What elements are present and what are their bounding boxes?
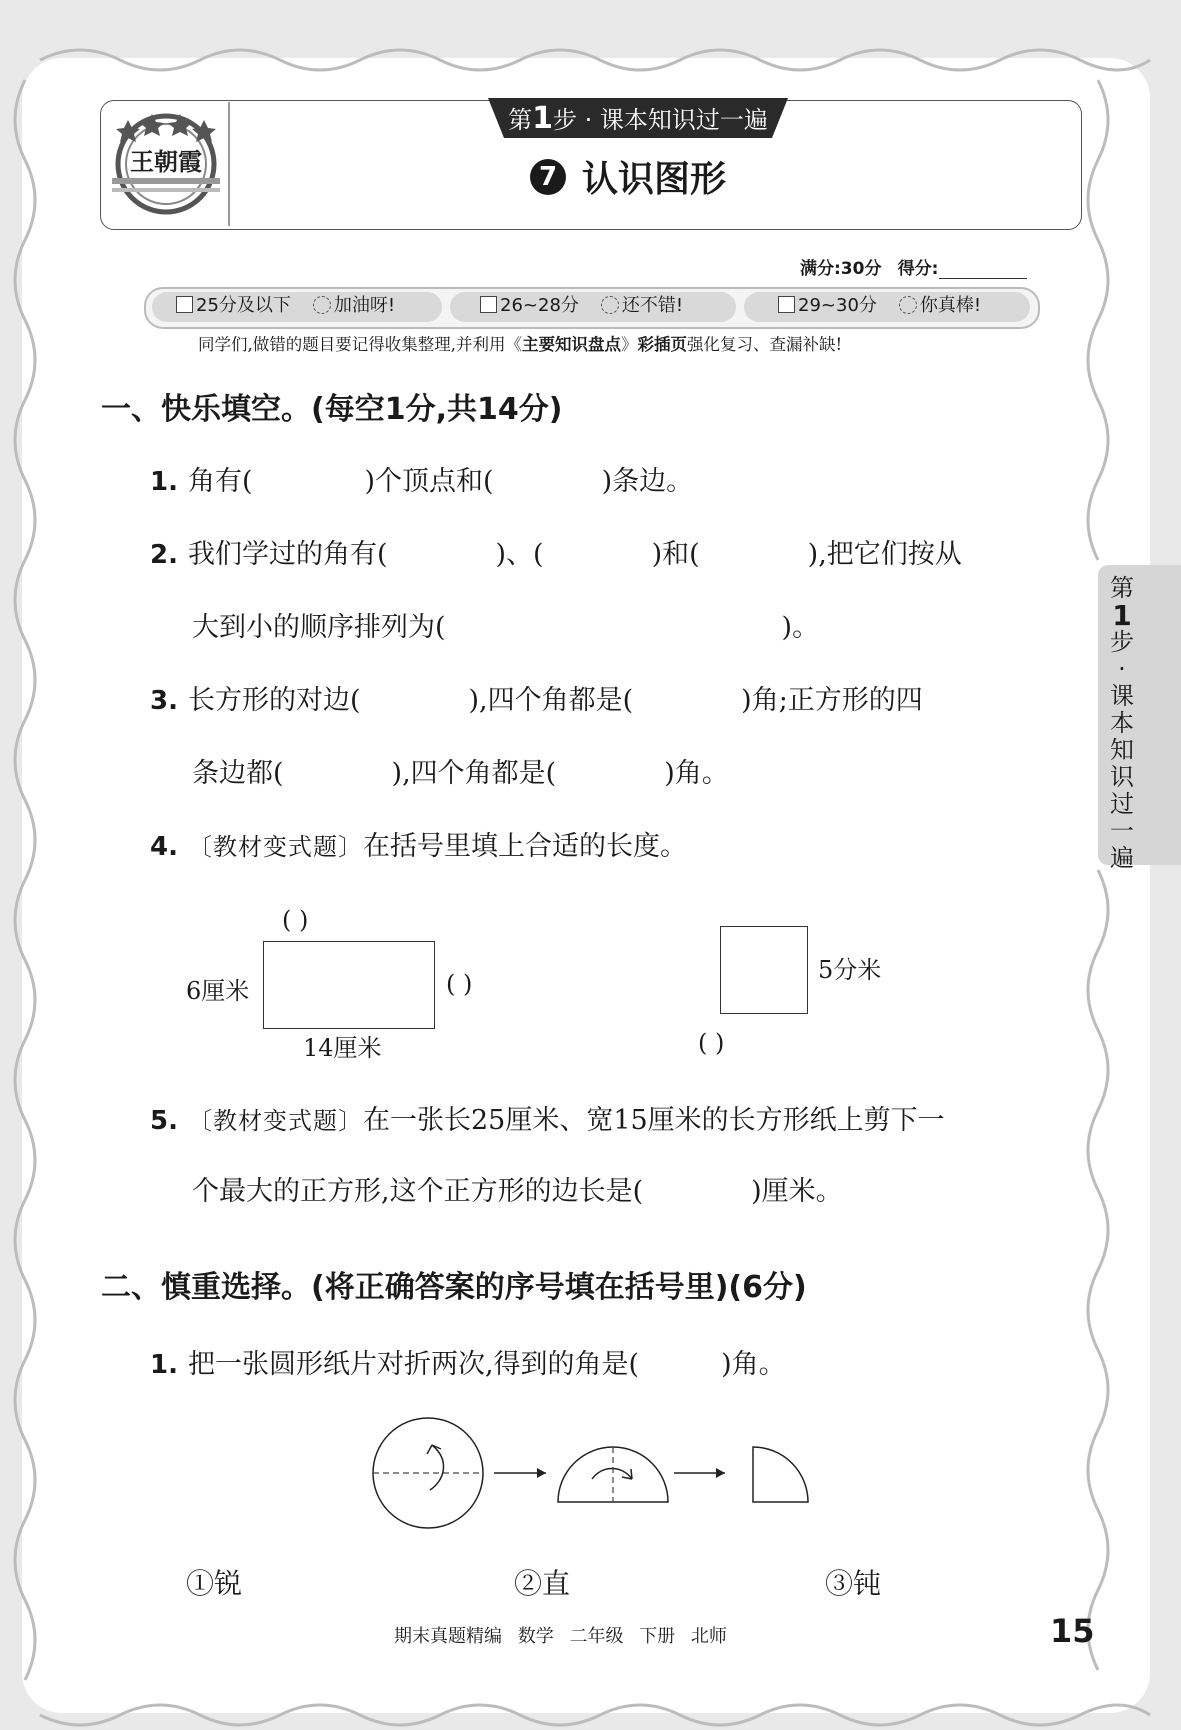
- question-text: )、(: [495, 539, 544, 570]
- question-text: 在一张长25厘米、宽15厘米的长方形纸上剪下一: [362, 1105, 945, 1136]
- side-char: 一: [1110, 817, 1134, 845]
- question-1-3: [150, 681, 923, 721]
- grade-range: 26~28分: [500, 295, 579, 316]
- side-char: 识: [1110, 763, 1134, 791]
- grade-comment: 你真棒!: [919, 295, 982, 316]
- side-char: ·: [1118, 655, 1126, 683]
- score-label: 得分:: [897, 259, 939, 279]
- question-number: 4.: [150, 832, 178, 862]
- option-3[interactable]: ③钝: [825, 1567, 882, 1600]
- rectangle-bottom-label: 14厘米: [303, 1034, 382, 1062]
- option-2[interactable]: ②直: [514, 1567, 571, 1600]
- smiley-icon: [601, 296, 619, 314]
- grade-comment: 还不错!: [621, 295, 684, 316]
- question-text: ),把它们按从: [807, 539, 962, 570]
- rectangle-right-blank[interactable]: ( ): [446, 970, 473, 998]
- question-text: )厘米。: [751, 1176, 843, 1207]
- side-char: 过: [1110, 790, 1134, 818]
- side-char: 1: [1112, 599, 1132, 632]
- rectangle-left-label: 6厘米: [186, 977, 250, 1005]
- question-number: 5.: [150, 1106, 178, 1136]
- question-text: )个顶点和(: [364, 466, 494, 497]
- grade-option-3[interactable]: [778, 291, 981, 321]
- half-circle-figure: [558, 1447, 668, 1502]
- question-1-4: [150, 827, 687, 867]
- square-right-label: 5分米: [818, 956, 882, 984]
- question-text: ),四个角都是(: [468, 685, 634, 716]
- question-text: )角。: [664, 758, 729, 789]
- score-blank[interactable]: [939, 260, 1027, 279]
- page-number: 15: [1050, 1612, 1095, 1650]
- question-text: 大到小的顺序排列为(: [192, 612, 446, 643]
- side-char: 步: [1110, 628, 1134, 656]
- rectangle-top-blank[interactable]: ( ): [282, 906, 309, 934]
- side-tab-text: [1104, 575, 1140, 872]
- option-1[interactable]: ①锐: [186, 1567, 243, 1600]
- footer-book-info: 期末真题精编 数学 二年级 下册 北师: [394, 1626, 727, 1647]
- question-text: ),四个角都是(: [391, 758, 557, 789]
- side-char: 知: [1110, 736, 1134, 764]
- rectangle-figure: [263, 941, 435, 1029]
- logo-text: 王朝霞: [130, 147, 202, 176]
- arrow-2: [674, 1468, 725, 1478]
- side-char: 遍: [1110, 844, 1134, 872]
- checkbox[interactable]: [480, 296, 497, 313]
- question-text: )角。: [721, 1349, 786, 1380]
- step-number: 1: [532, 101, 553, 136]
- folding-diagram: [370, 1415, 820, 1535]
- grade-option-2[interactable]: [480, 291, 683, 321]
- reminder-part: 》: [621, 335, 638, 354]
- quarter-circle-figure: [753, 1447, 808, 1502]
- question-text: 在括号里填上合适的长度。: [362, 831, 687, 862]
- grade-range: 29~30分: [798, 295, 877, 316]
- question-2-1: [150, 1345, 786, 1385]
- smiley-icon: [313, 296, 331, 314]
- question-number: 1.: [150, 1350, 178, 1380]
- question-1-1: [150, 462, 693, 502]
- step-suffix: 步 · 课本知识过一遍: [552, 106, 768, 134]
- question-text: )和(: [651, 539, 700, 570]
- side-char: 课: [1110, 682, 1134, 710]
- score-line: [800, 254, 1027, 279]
- question-number: 2.: [150, 540, 178, 570]
- question-text: 角有(: [187, 466, 253, 497]
- side-char: 第: [1110, 574, 1134, 602]
- question-text: 把一张圆形纸片对折两次,得到的角是(: [187, 1349, 640, 1380]
- question-1-5-continued: [192, 1172, 843, 1212]
- grade-range: 25分及以下: [196, 295, 291, 316]
- question-text: )条边。: [601, 466, 694, 497]
- reminder-bold: 彩插页: [637, 335, 687, 354]
- question-text: )。: [781, 612, 820, 643]
- question-1-2: [150, 535, 962, 575]
- checkbox[interactable]: [778, 296, 795, 313]
- question-1-3-continued: [192, 754, 729, 794]
- textbook-variant-tag: 〔教材变式题〕: [187, 833, 363, 861]
- smiley-icon: [899, 296, 917, 314]
- lesson-number-badge: 7: [530, 159, 566, 195]
- reminder-bold: 主要知识盘点: [522, 335, 621, 354]
- side-char: 本: [1110, 709, 1134, 737]
- step-banner-text: [488, 100, 788, 138]
- header-divider: [228, 102, 230, 226]
- question-1-2-continued: [192, 608, 819, 648]
- reminder-part: 强化复习、查漏补缺!: [687, 335, 843, 354]
- question-number: 3.: [150, 686, 178, 716]
- question-number: 1.: [150, 467, 178, 497]
- reminder-part: 同学们,做错的题目要记得收集整理,并利用《: [198, 335, 522, 354]
- question-text: )角;正方形的四: [741, 685, 923, 716]
- wangzhaoxia-logo-seal: [108, 106, 224, 222]
- square-bottom-blank[interactable]: ( ): [698, 1029, 725, 1057]
- section-1-title: 一、快乐填空。(每空1分,共14分): [101, 392, 563, 427]
- arrow-1: [494, 1468, 546, 1478]
- step-prefix: 第: [508, 106, 533, 134]
- lesson-title-text: 认识图形: [582, 159, 727, 200]
- question-text: 个最大的正方形,这个正方形的边长是(: [192, 1176, 644, 1207]
- square-figure: [720, 926, 808, 1014]
- lesson-title: [530, 152, 726, 208]
- full-score: 满分:30分: [800, 259, 882, 279]
- question-text: 我们学过的角有(: [187, 539, 388, 570]
- question-text: 条边都(: [192, 758, 284, 789]
- question-1-5: [150, 1101, 945, 1141]
- full-circle-figure: [373, 1418, 483, 1528]
- grade-option-1[interactable]: [176, 291, 395, 321]
- reminder-text: [198, 333, 842, 357]
- textbook-variant-tag: 〔教材变式题〕: [187, 1107, 363, 1135]
- checkbox[interactable]: [176, 296, 193, 313]
- grade-comment: 加油呀!: [333, 295, 396, 316]
- section-2-title: 二、慎重选择。(将正确答案的序号填在括号里)(6分): [101, 1270, 807, 1305]
- question-text: 长方形的对边(: [187, 685, 361, 716]
